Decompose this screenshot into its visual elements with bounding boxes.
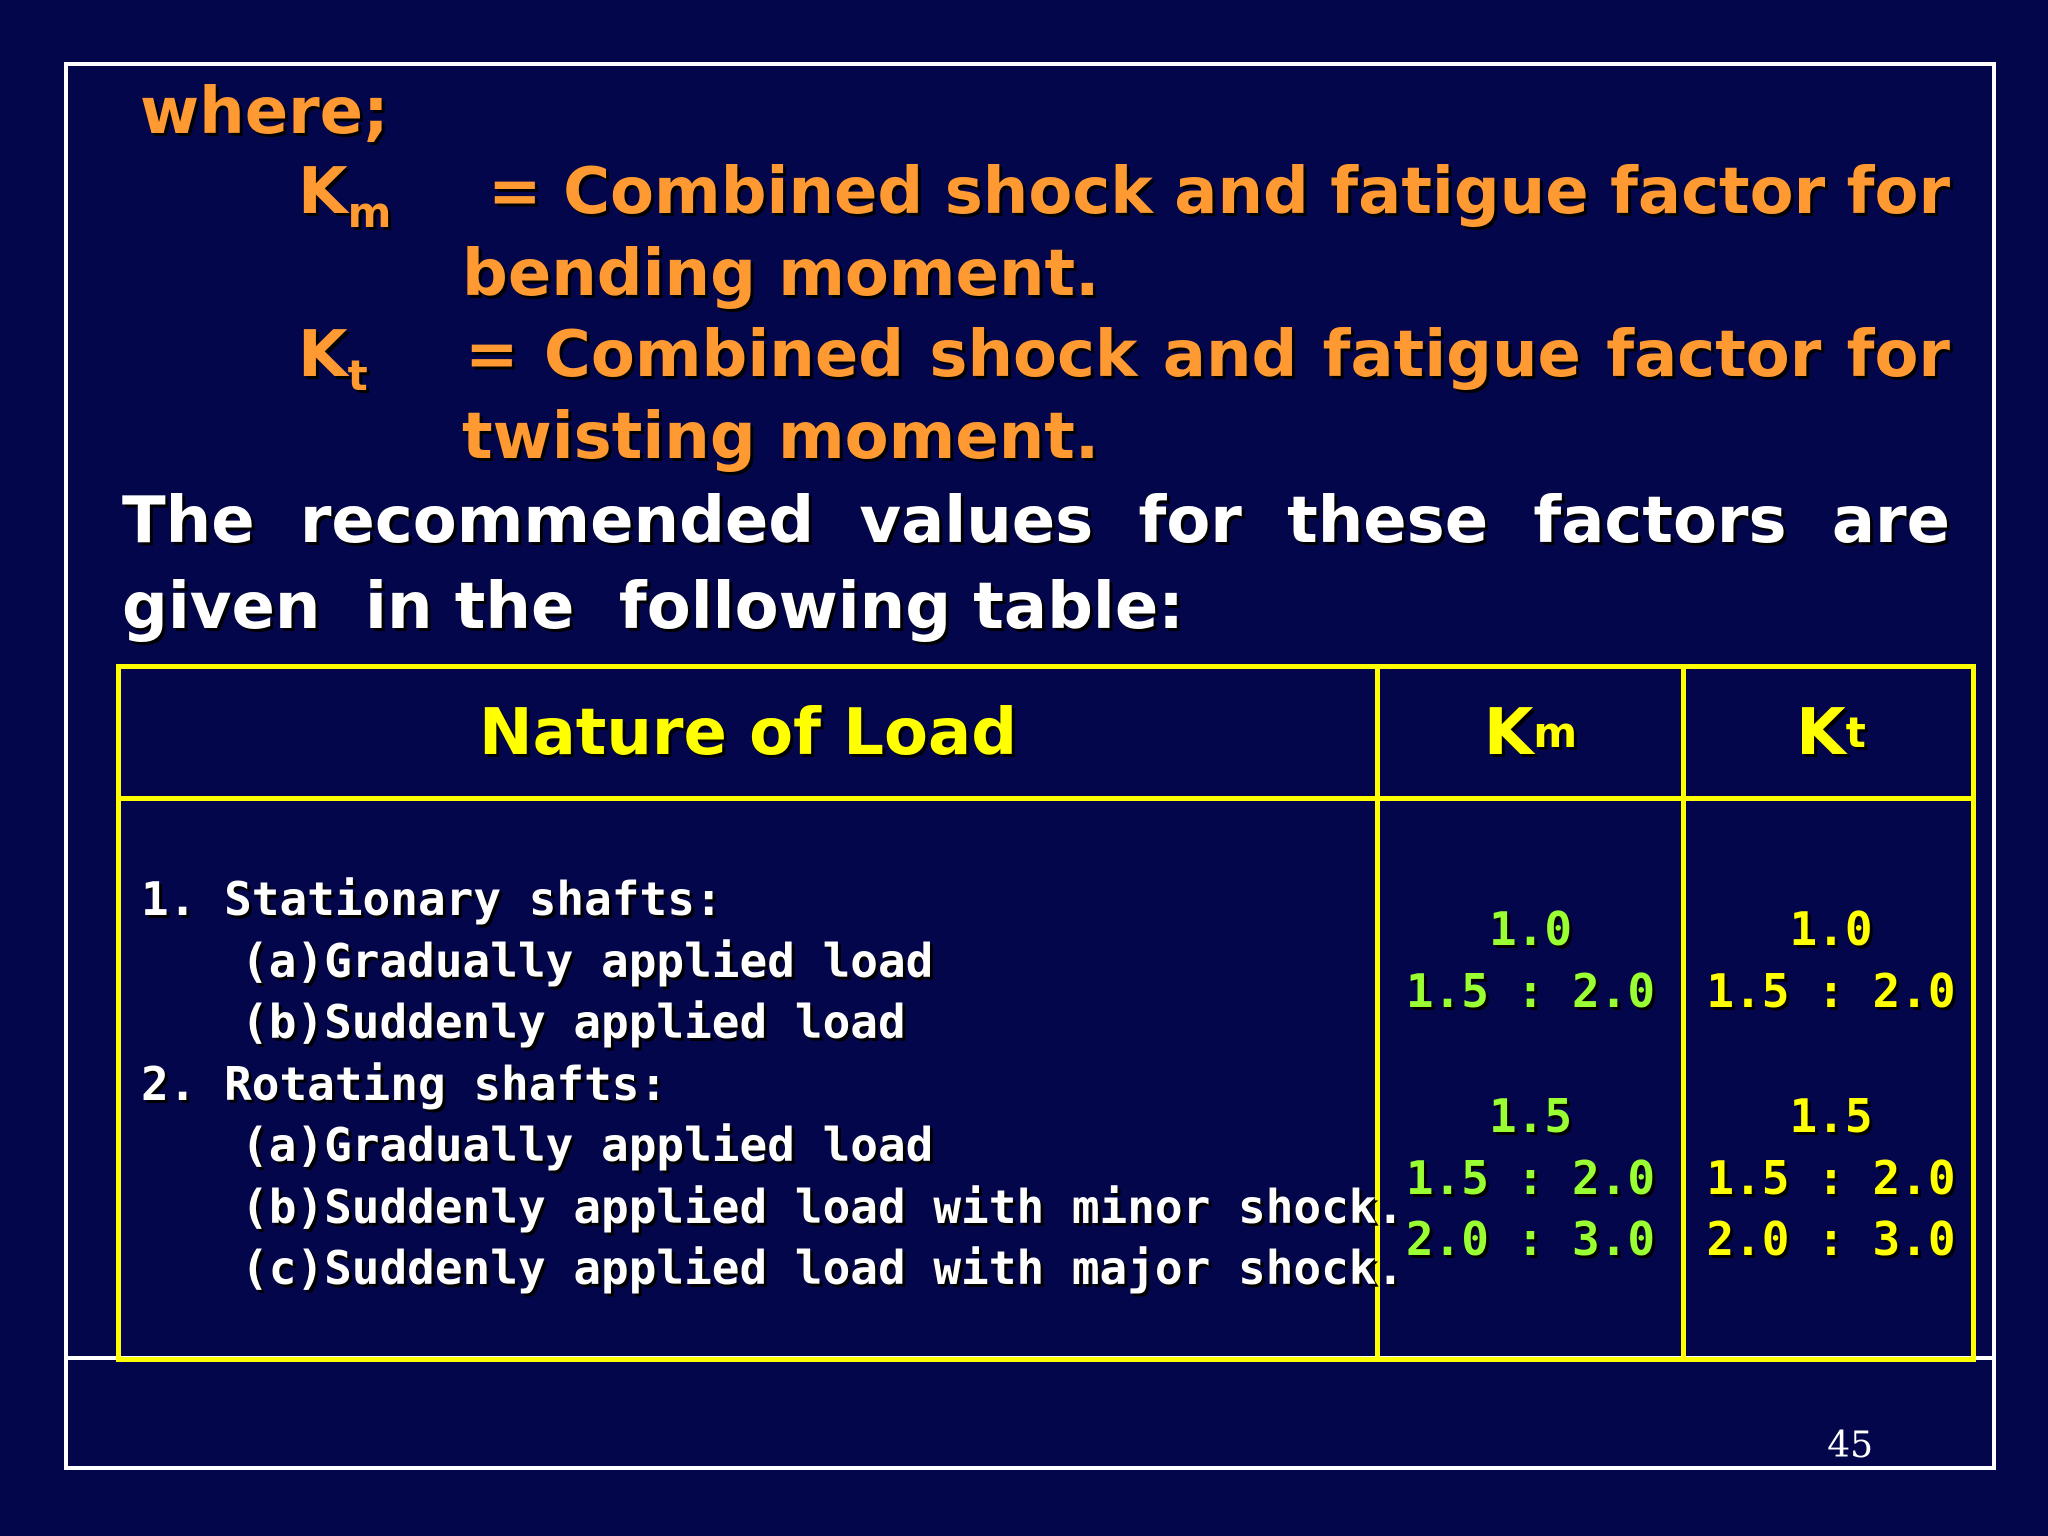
kt-value: 1.5 : 2.0 [1706, 1150, 1956, 1205]
where-label: where; [140, 75, 389, 149]
intro-line2: given in the following table: [122, 570, 1184, 644]
intro-line1: The recommended values for these factors are [122, 484, 1950, 558]
table-header-divider [121, 796, 1971, 801]
km-value: 1.5 : 2.0 [1405, 1150, 1656, 1205]
row-label: (b)Suddenly applied load with minor shock. [241, 1179, 1405, 1234]
km-symbol: $K_m$ [298, 155, 392, 237]
km-values [1380, 899, 1681, 1271]
header-kt: K t [1796, 695, 1866, 770]
kt-symbol: $K_t$ [298, 318, 368, 400]
kt-definition-line1: = Combined shock and fatigue factor for [465, 318, 1950, 392]
row-label: (b)Suddenly applied load [241, 995, 906, 1049]
km-value: 1.0 [1488, 902, 1573, 956]
row-label: (c)Suddenly applied load with major shock. [241, 1241, 1405, 1295]
km-value: 1.5 : 2.0 [1405, 963, 1656, 1018]
row-label: 1. Stationary shafts: [141, 872, 723, 926]
row-label: (a)Gradually applied load [241, 933, 934, 988]
kt-values [1686, 899, 1976, 1271]
kt-value: 1.0 [1789, 902, 1873, 956]
kt-value: 1.5 [1789, 1089, 1873, 1143]
load-descriptions [141, 869, 1404, 1300]
km-value: 1.5 [1488, 1089, 1573, 1143]
header-km: K m [1483, 695, 1578, 770]
km-value: 2.0 : 3.0 [1405, 1212, 1656, 1266]
kt-value: 2.0 : 3.0 [1706, 1212, 1956, 1266]
km-definition-line2: bending moment. [462, 237, 1100, 311]
header-nature-of-load: Nature of Load [479, 695, 1017, 770]
row-label: 2. Rotating shafts: [141, 1056, 668, 1111]
kt-definition-line2: twisting moment. [462, 400, 1100, 474]
kt-value: 1.5 : 2.0 [1706, 963, 1956, 1018]
row-label: (a)Gradually applied load [241, 1118, 934, 1172]
slide-number: 45 [1827, 1425, 1873, 1466]
km-definition-line1: = Combined shock and fatigue factor for [488, 155, 1950, 229]
load-factor-table [116, 664, 1976, 1362]
